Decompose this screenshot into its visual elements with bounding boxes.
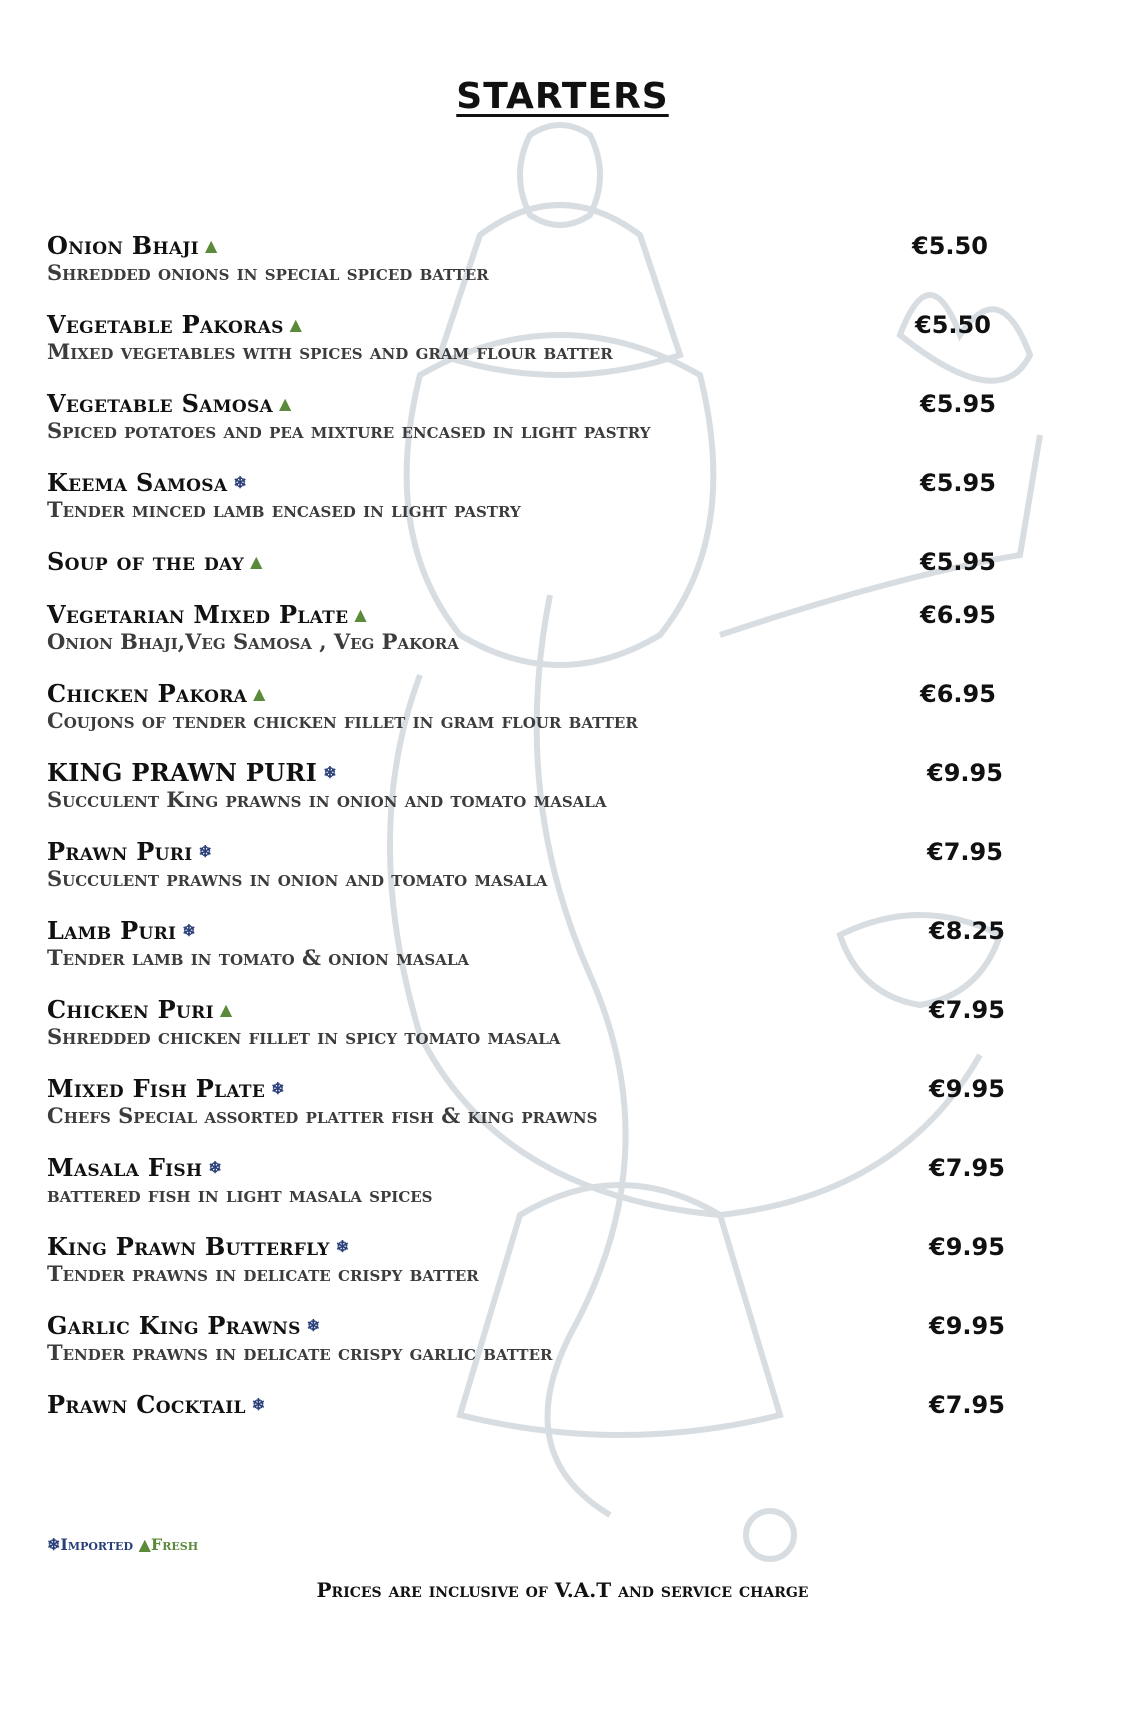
menu-item [47,838,1027,892]
menu-item [47,1075,1027,1129]
item-name-text: Keema Samosa [47,468,228,497]
snowflake-icon: ❄ [251,1395,266,1414]
item-price: €9.95 [927,759,1003,787]
item-description: battered fish in light masala spices [47,1182,433,1207]
legend-imported-label: Imported [60,1535,133,1554]
menu-item [47,601,1027,655]
menu-item [47,1154,1027,1208]
item-description: Tender lamb in tomato & onion masala [47,945,470,970]
item-price: €9.95 [929,1075,1005,1103]
item-description: Chefs Special assorted platter fish & king prawns [47,1103,598,1128]
menu-item [47,917,1027,971]
item-name [47,232,1027,260]
legend-fresh-label: Fresh [150,1535,199,1554]
item-name-text: Mixed Fish Plate [47,1074,266,1103]
leaf-drop-icon: ▲ [279,394,292,413]
item-name [47,1233,1027,1261]
menu-item [47,469,1027,523]
item-description: Tender minced lamb encased in light pastry [47,497,521,522]
snowflake-icon: ❄ [47,1535,61,1554]
menu-item [47,548,1027,576]
snowflake-icon: ❄ [306,1316,321,1335]
menu-item [47,311,1027,365]
item-description: Spiced potatoes and pea mixture encased in light pastry [47,418,651,443]
item-description: Shredded onions in special spiced batter [47,260,489,285]
item-name-text: Prawn Puri [47,837,193,866]
item-name [47,838,1027,866]
menu-item [47,390,1027,444]
menu-item [47,1233,1027,1287]
item-description: Onion Bhaji,Veg Samosa , Veg Pakora [47,629,459,654]
menu-item [47,996,1027,1050]
menu-item [47,680,1027,734]
price-note: Prices are inclusive of V.A.T and service charge [316,1578,809,1602]
leaf-drop-icon: ▲ [354,605,367,624]
item-name [47,601,1027,629]
item-price: €5.95 [920,548,996,576]
item-name [47,548,1027,576]
item-description: Mixed vegetables with spices and gram flour batter [47,339,613,364]
item-description: Shredded chicken fillet in spicy tomato masala [47,1024,561,1049]
snowflake-icon: ❄ [208,1158,223,1177]
menu-item [47,1312,1027,1366]
item-price: €5.50 [912,232,988,260]
snowflake-icon: ❄ [335,1237,350,1256]
item-name-text: Prawn Cocktail [47,1390,246,1419]
item-name-text: Chicken Puri [47,995,214,1024]
legend [47,1535,198,1554]
leaf-drop-icon: ▲ [253,684,266,703]
leaf-drop-icon: ▲ [289,315,303,334]
item-name-text: Onion Bhaji [47,231,199,260]
item-name-text: Soup of the day [47,547,245,576]
leaf-drop-icon: ▲ [250,552,263,571]
item-description: Succulent prawns in onion and tomato masala [47,866,548,891]
item-name-text: Vegetable Pakoras [47,310,284,339]
item-name [47,311,1027,339]
item-price: €9.95 [929,1312,1005,1340]
leaf-drop-icon: ▲ [138,1535,151,1554]
item-name [47,917,1027,945]
item-price: €9.95 [929,1233,1005,1261]
item-price: €7.95 [929,1391,1005,1419]
item-price: €7.95 [927,838,1003,866]
item-price: €5.95 [920,390,996,418]
item-name [47,469,1027,497]
item-price: €8.25 [929,917,1005,945]
item-name [47,996,1027,1024]
snowflake-icon: ❄ [198,842,213,861]
item-name [47,1312,1027,1340]
item-price: €5.95 [920,469,996,497]
item-name-text: King Prawn Butterfly [47,1232,330,1261]
menu-item [47,1391,1027,1419]
snowflake-icon: ❄ [271,1079,285,1098]
item-name [47,1154,1027,1182]
menu-item [47,759,1027,813]
item-name [47,680,1027,708]
item-price: €6.95 [920,601,996,629]
snowflake-icon: ❄ [233,473,248,492]
leaf-drop-icon: ▲ [219,1000,233,1019]
leaf-drop-icon: ▲ [204,236,218,255]
item-description: Coujons of tender chicken fillet in gram flour batter [47,708,638,733]
snowflake-icon: ❄ [182,921,196,940]
menu-item [47,232,1027,286]
item-description: Tender prawns in delicate crispy batter [47,1261,479,1286]
snowflake-icon: ❄ [323,763,337,782]
item-name-text: Vegetable Samosa [47,389,274,418]
item-name [47,759,1027,787]
item-description: Tender prawns in delicate crispy garlic batter [47,1340,553,1365]
item-name [47,1075,1027,1103]
item-name-text: Garlic King Prawns [47,1311,301,1340]
item-name-text: KING PRAWN PURI [47,758,318,787]
item-name-text: Lamb Puri [47,916,177,945]
item-price: €5.50 [915,311,991,339]
menu-title-text: STARTERS [456,76,669,117]
item-name-text: Chicken Pakora [47,679,248,708]
item-name-text: Vegetarian Mixed Plate [47,600,349,629]
item-price: €7.95 [929,1154,1005,1182]
item-price: €6.95 [920,680,996,708]
item-name [47,390,1027,418]
item-name [47,1391,1027,1419]
item-price: €7.95 [929,996,1005,1024]
item-name-text: Masala Fish [47,1153,203,1182]
item-description: Succulent King prawns in onion and tomato masala [47,787,607,812]
